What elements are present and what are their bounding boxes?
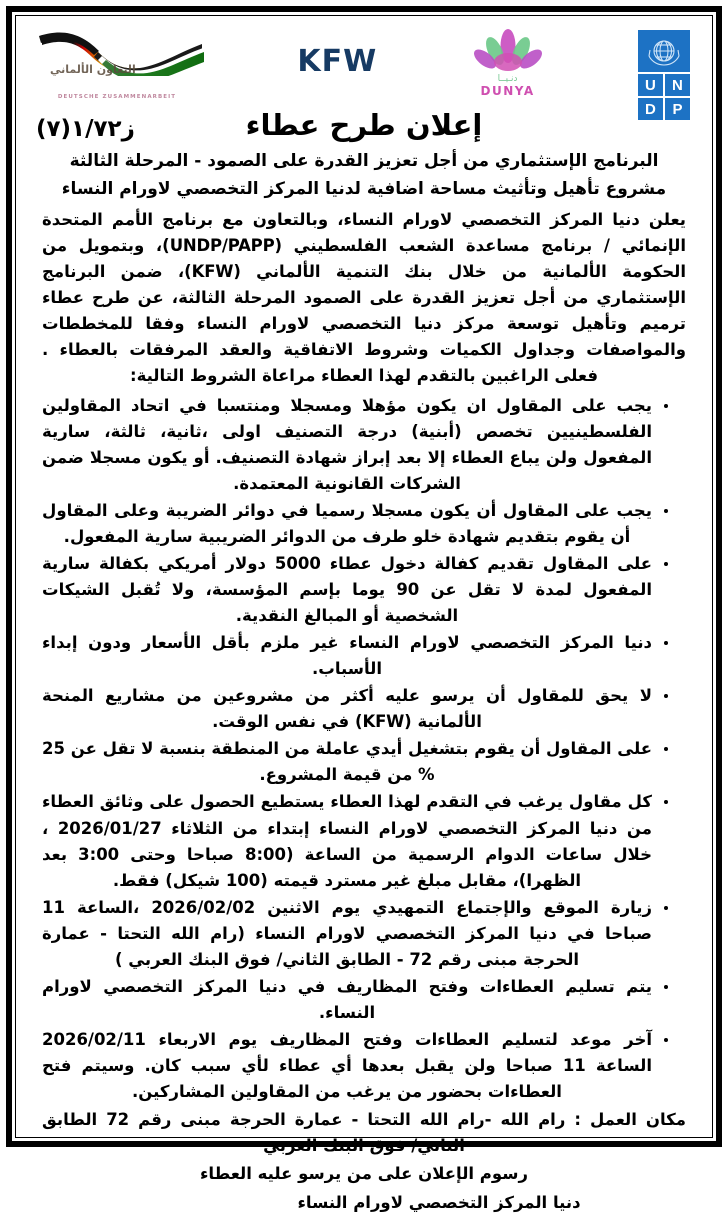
logo-strip xyxy=(30,26,698,120)
inner-border-frame xyxy=(15,15,713,1213)
undp-letter-n: N xyxy=(665,74,690,96)
dunya-arabic-label: دنـيــا xyxy=(497,74,518,84)
condition-item: آخر موعد لتسليم العطاءات وفتح المظاريف يوم الاربعاء 2026/02/11 الساعة 11 صباحا ولن يقبل بعدها أي عطاء لأي سبب كان. وسيتم فتح العطاءات بحضور من يرغب من المقاولين المشاركين. xyxy=(42,1027,668,1105)
german-cooperation-subtitle: DEUTSCHE ZUSAMMENARBEIT xyxy=(57,94,177,100)
condition-item: لا يحق للمقاول أن يرسو عليه أكثر من مشروعين من مشاريع المنحة الألمانية (KFW) في نفس الوقت. xyxy=(42,683,668,735)
undp-letter-d: D xyxy=(638,98,663,120)
kfw-logo-slot xyxy=(297,28,377,79)
german-palestinian-cooperation-logo xyxy=(36,28,206,112)
kfw-logo: KFW xyxy=(297,44,378,79)
programme-subtitle xyxy=(42,148,686,203)
announcement-body xyxy=(30,142,698,1216)
conditions-list xyxy=(42,393,686,1106)
dunya-logo xyxy=(469,28,547,104)
condition-item: كل مقاول يرغب في التقدم لهذا العطاء يستطيع الحصول على وثائق العطاء من دنيا المركز التخصصي لاورام النساء إبتداء من الثلاثاء 2026/01/27 ، خلال ساعات الدوام الرسمية من الساعة (8:00 صباحا وحتى 3:00 بعد الظهرا)، مقابل مبلغ غير مسترد قيمته (100 شيكل) فقط. xyxy=(42,789,668,893)
closing-block xyxy=(42,1107,686,1216)
intro-paragraph: يعلن دنيا المركز التخصصي لاورام النساء، وبالتعاون مع برنامج الأمم المتحدة الإنمائي / برنامج مساعدة الشعب الفلسطيني (UNDP/PAPP)، وبتمويل من الحكومة الألمانية من خلال بنك التنمية الألماني (KFW)، ضمن البرنامج الإستثماري من أجل تعزيز القدرة على الصمود المرحلة الثالثة، عن طرح عطاء ترميم وتأهيل توسعة مركز دنيا التخصصي لاورام النساء وفقا للمخططات والمواصفات وجداول الكميات وشروط الاتفاقية والعقد المرفقات بالعطاء . فعلى الراغبين بالتقدم لهذا العطاء مراعاة الشروط التالية: xyxy=(42,210,686,386)
title-row xyxy=(30,108,698,142)
outer-border-frame xyxy=(6,6,722,1213)
condition-item: يجب على المقاول ان يكون مؤهلا ومسجلا ومنتسبا في اتحاد المقاولين الفلسطينيين تخصص (أبنية) درجة التصنيف اولى ،ثانية، ثالثة، سارية المفعول ولن يباع العطاء إلا بعد إبراز شهادة التصنيف. أو يكون مسجلا ضمن الشركات القانونية المعتمدة. xyxy=(42,393,668,497)
german-cooperation-arabic-label: التعاون الألماني xyxy=(50,63,136,76)
reference-number: ز٢٧/١(٧) xyxy=(36,116,135,142)
german-cooperation-logo-slot xyxy=(36,28,206,112)
programme-subtitle-line-1: البرنامج الإستثماري من أجل تعزيز القدرة على الصمود - المرحلة الثالثة xyxy=(69,151,659,171)
condition-item: يجب على المقاول أن يكون مسجلا رسميا في دوائر الضريبة وعلى المقاول أن يقوم بتقديم شهادة خلو طرف من الدوائر الضريبية سارية المفعول. xyxy=(42,498,668,550)
condition-item: على المقاول تقديم كفالة دخول عطاء 5000 دولار أمريكي بكفالة سارية المفعول لمدة لا تقل عن 90 يوما بإسم المؤسسة، ولا تُقبل الشيكات الشخصية أو المبالغ النقدية. xyxy=(42,551,668,629)
condition-item: يتم تسليم العطاءات وفتح المظاريف في دنيا المركز التخصصي لاورام النساء. xyxy=(42,974,668,1026)
condition-item: دنيا المركز التخصصي لاورام النساء غير ملزم بأقل الأسعار ودون إبداء الأسباب. xyxy=(42,630,668,682)
dunya-wordmark: DUNYA xyxy=(480,84,535,98)
page-title: إعلان طرح عطاء xyxy=(245,108,483,142)
dunya-logo-slot xyxy=(469,28,547,104)
condition-item: على المقاول أن يقوم بتشغيل أيدي عاملة من المنطقة بنسبة لا تقل عن 25 % من قيمة المشروع. xyxy=(42,736,668,788)
un-emblem-icon xyxy=(638,30,690,72)
signature-organization: دنيا المركز التخصصي لاورام النساء xyxy=(297,1193,581,1213)
condition-item: زيارة الموقع والإجتماع التمهيدي يوم الاثنين 2026/02/02 ،الساعة 11 صباحا في دنيا المركز التخصصي لاورام النساء (رام الله التحتا - عمارة الحرجة مبنى رقم 72 - الطابق الثاني/ فوق البنك العربي ) xyxy=(42,895,668,973)
programme-subtitle-line-2: مشروع تأهيل وتأثيث مساحة اضافية لدنيا المركز التخصصي لاورام النساء xyxy=(61,178,667,199)
undp-logo xyxy=(638,30,690,120)
undp-letter-u: U xyxy=(638,74,663,96)
lotus-flower-icon xyxy=(473,28,543,76)
advertisement-fees-note: رسوم الإعلان على من يرسو عليه العطاء xyxy=(200,1164,528,1184)
work-location: مكان العمل : رام الله -رام الله التحتا - عمارة الحرجة مبنى رقم 72 الطابق الثاني/ فوق البنك العربي xyxy=(42,1110,686,1156)
undp-logo-slot xyxy=(638,28,690,120)
undp-letter-p: P xyxy=(665,98,690,120)
